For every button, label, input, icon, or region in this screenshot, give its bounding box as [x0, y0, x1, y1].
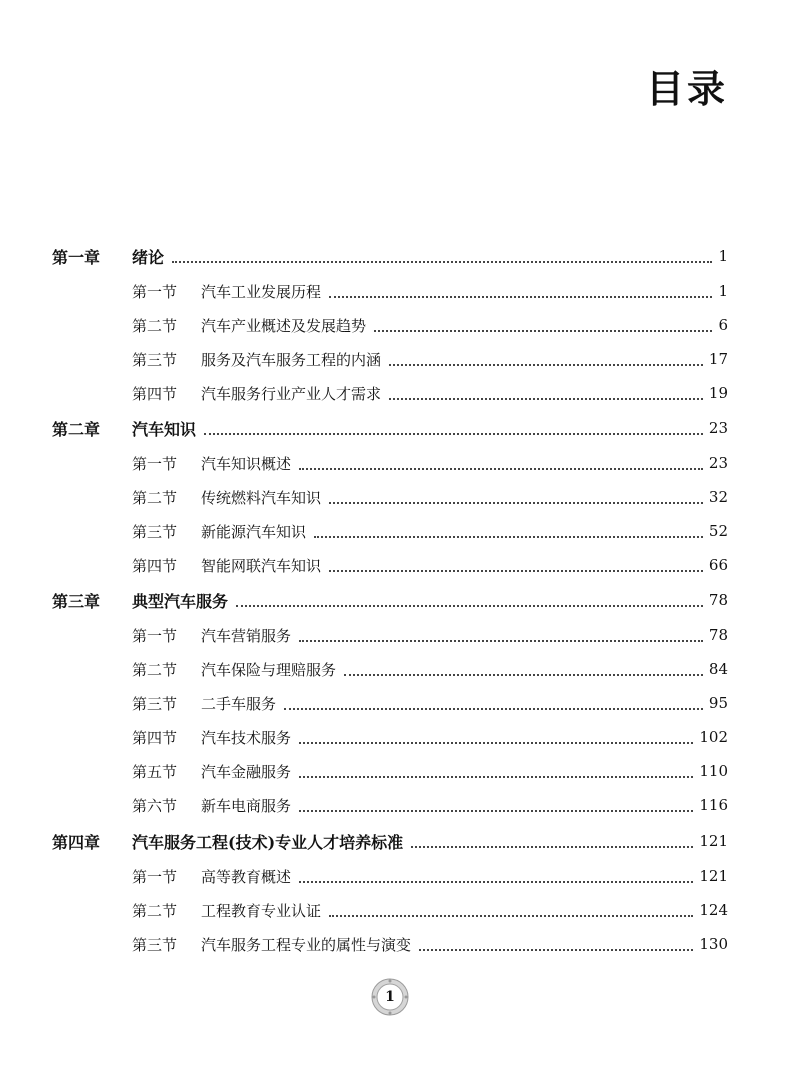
chapter-title: 汽车知识 [132, 419, 197, 439]
dot-leader [299, 740, 693, 744]
toc-section-row [0, 688, 790, 718]
section-number: 第二节 [132, 488, 178, 507]
toc-page-number: 19 [708, 384, 728, 402]
section-title: 新能源汽车知识 [201, 522, 307, 541]
dot-leader [344, 672, 703, 676]
toc-page-number: 130 [699, 935, 728, 953]
section-title: 智能网联汽车知识 [201, 556, 322, 575]
toc-section-row [0, 929, 790, 959]
section-number: 第四节 [132, 556, 178, 575]
dot-leader [299, 774, 693, 778]
section-title: 汽车知识概述 [201, 454, 292, 473]
toc-page-number: 17 [708, 350, 728, 368]
toc-section-row [0, 861, 790, 891]
section-number: 第四节 [132, 384, 178, 403]
dot-leader [329, 500, 703, 504]
dot-leader [329, 913, 693, 917]
section-number: 第一节 [132, 282, 178, 301]
section-title: 汽车技术服务 [201, 728, 292, 747]
toc-page-number: 102 [699, 728, 728, 746]
toc-page-number: 66 [708, 556, 728, 574]
section-number: 第一节 [132, 626, 178, 645]
section-title: 新车电商服务 [201, 796, 292, 815]
dot-leader [329, 294, 712, 298]
toc-chapter-row [0, 826, 790, 856]
toc-page-number: 84 [708, 660, 728, 678]
section-title: 传统燃料汽车知识 [201, 488, 322, 507]
dot-leader [284, 706, 703, 710]
toc-page-number: 78 [708, 591, 728, 609]
toc-page-number: 78 [708, 626, 728, 644]
section-number: 第三节 [132, 350, 178, 369]
toc-page-number: 32 [708, 488, 728, 506]
toc-section-row [0, 378, 790, 408]
page-number-badge [370, 977, 410, 1017]
dot-leader [236, 603, 703, 607]
section-title: 汽车保险与理赔服务 [201, 660, 337, 679]
dot-leader [299, 466, 703, 470]
page-number: 1 [385, 989, 395, 1005]
section-number: 第五节 [132, 762, 178, 781]
toc-page-number: 23 [708, 454, 728, 472]
chapter-title: 汽车服务工程(技术)专业人才培养标准 [132, 832, 404, 852]
toc-page-number: 124 [699, 901, 728, 919]
toc-page-number: 116 [699, 796, 728, 814]
toc-page-number: 110 [699, 762, 728, 780]
dot-leader [389, 396, 703, 400]
section-number: 第二节 [132, 316, 178, 335]
section-title: 高等教育概述 [201, 867, 292, 886]
dot-leader [329, 568, 703, 572]
section-title: 汽车服务工程专业的属性与演变 [201, 935, 412, 954]
toc-page-number: 52 [708, 522, 728, 540]
dot-leader [204, 431, 703, 435]
dot-leader [389, 362, 703, 366]
section-number: 第六节 [132, 796, 178, 815]
chapter-title: 绪论 [132, 247, 165, 267]
toc-page-number: 1 [718, 247, 728, 265]
toc-section-row [0, 620, 790, 650]
toc-section-row [0, 756, 790, 786]
page-title: 目录 [645, 66, 728, 111]
toc-page-number: 121 [699, 832, 728, 850]
toc-section-row [0, 895, 790, 925]
toc-chapter-row [0, 241, 790, 271]
section-number: 第一节 [132, 867, 178, 886]
toc-section-row [0, 516, 790, 546]
section-title: 汽车工业发展历程 [201, 282, 322, 301]
section-title: 汽车服务行业产业人才需求 [201, 384, 382, 403]
chapter-title: 典型汽车服务 [132, 591, 229, 611]
toc-page-number: 95 [708, 694, 728, 712]
dot-leader [411, 844, 693, 848]
dot-leader [314, 534, 703, 538]
section-title: 工程教育专业认证 [201, 901, 322, 920]
dot-leader [419, 947, 693, 951]
chapter-number: 第三章 [52, 591, 101, 611]
section-number: 第三节 [132, 522, 178, 541]
section-title: 汽车产业概述及发展趋势 [201, 316, 367, 335]
toc-section-row [0, 790, 790, 820]
dot-leader [374, 328, 712, 332]
chapter-number: 第一章 [52, 247, 101, 267]
dot-leader [299, 638, 703, 642]
toc-section-row [0, 482, 790, 512]
section-title: 服务及汽车服务工程的内涵 [201, 350, 382, 369]
section-number: 第一节 [132, 454, 178, 473]
toc-section-row [0, 344, 790, 374]
toc-page-number: 6 [718, 316, 728, 334]
toc-page-number: 121 [699, 867, 728, 885]
toc-section-row [0, 448, 790, 478]
section-title: 汽车金融服务 [201, 762, 292, 781]
toc-section-row [0, 722, 790, 752]
dot-leader [299, 879, 693, 883]
chapter-number: 第二章 [52, 419, 101, 439]
toc-chapter-row [0, 585, 790, 615]
dot-leader [172, 259, 712, 263]
section-number: 第三节 [132, 935, 178, 954]
section-number: 第二节 [132, 660, 178, 679]
section-number: 第三节 [132, 694, 178, 713]
section-title: 汽车营销服务 [201, 626, 292, 645]
section-number: 第四节 [132, 728, 178, 747]
toc-chapter-row [0, 413, 790, 443]
toc-page-number: 23 [708, 419, 728, 437]
toc-section-row [0, 654, 790, 684]
toc-section-row [0, 310, 790, 340]
section-title: 二手车服务 [201, 694, 277, 713]
chapter-number: 第四章 [52, 832, 101, 852]
section-number: 第二节 [132, 901, 178, 920]
dot-leader [299, 808, 693, 812]
toc-page-number: 1 [718, 282, 728, 300]
toc-section-row [0, 276, 790, 306]
toc-section-row [0, 550, 790, 580]
